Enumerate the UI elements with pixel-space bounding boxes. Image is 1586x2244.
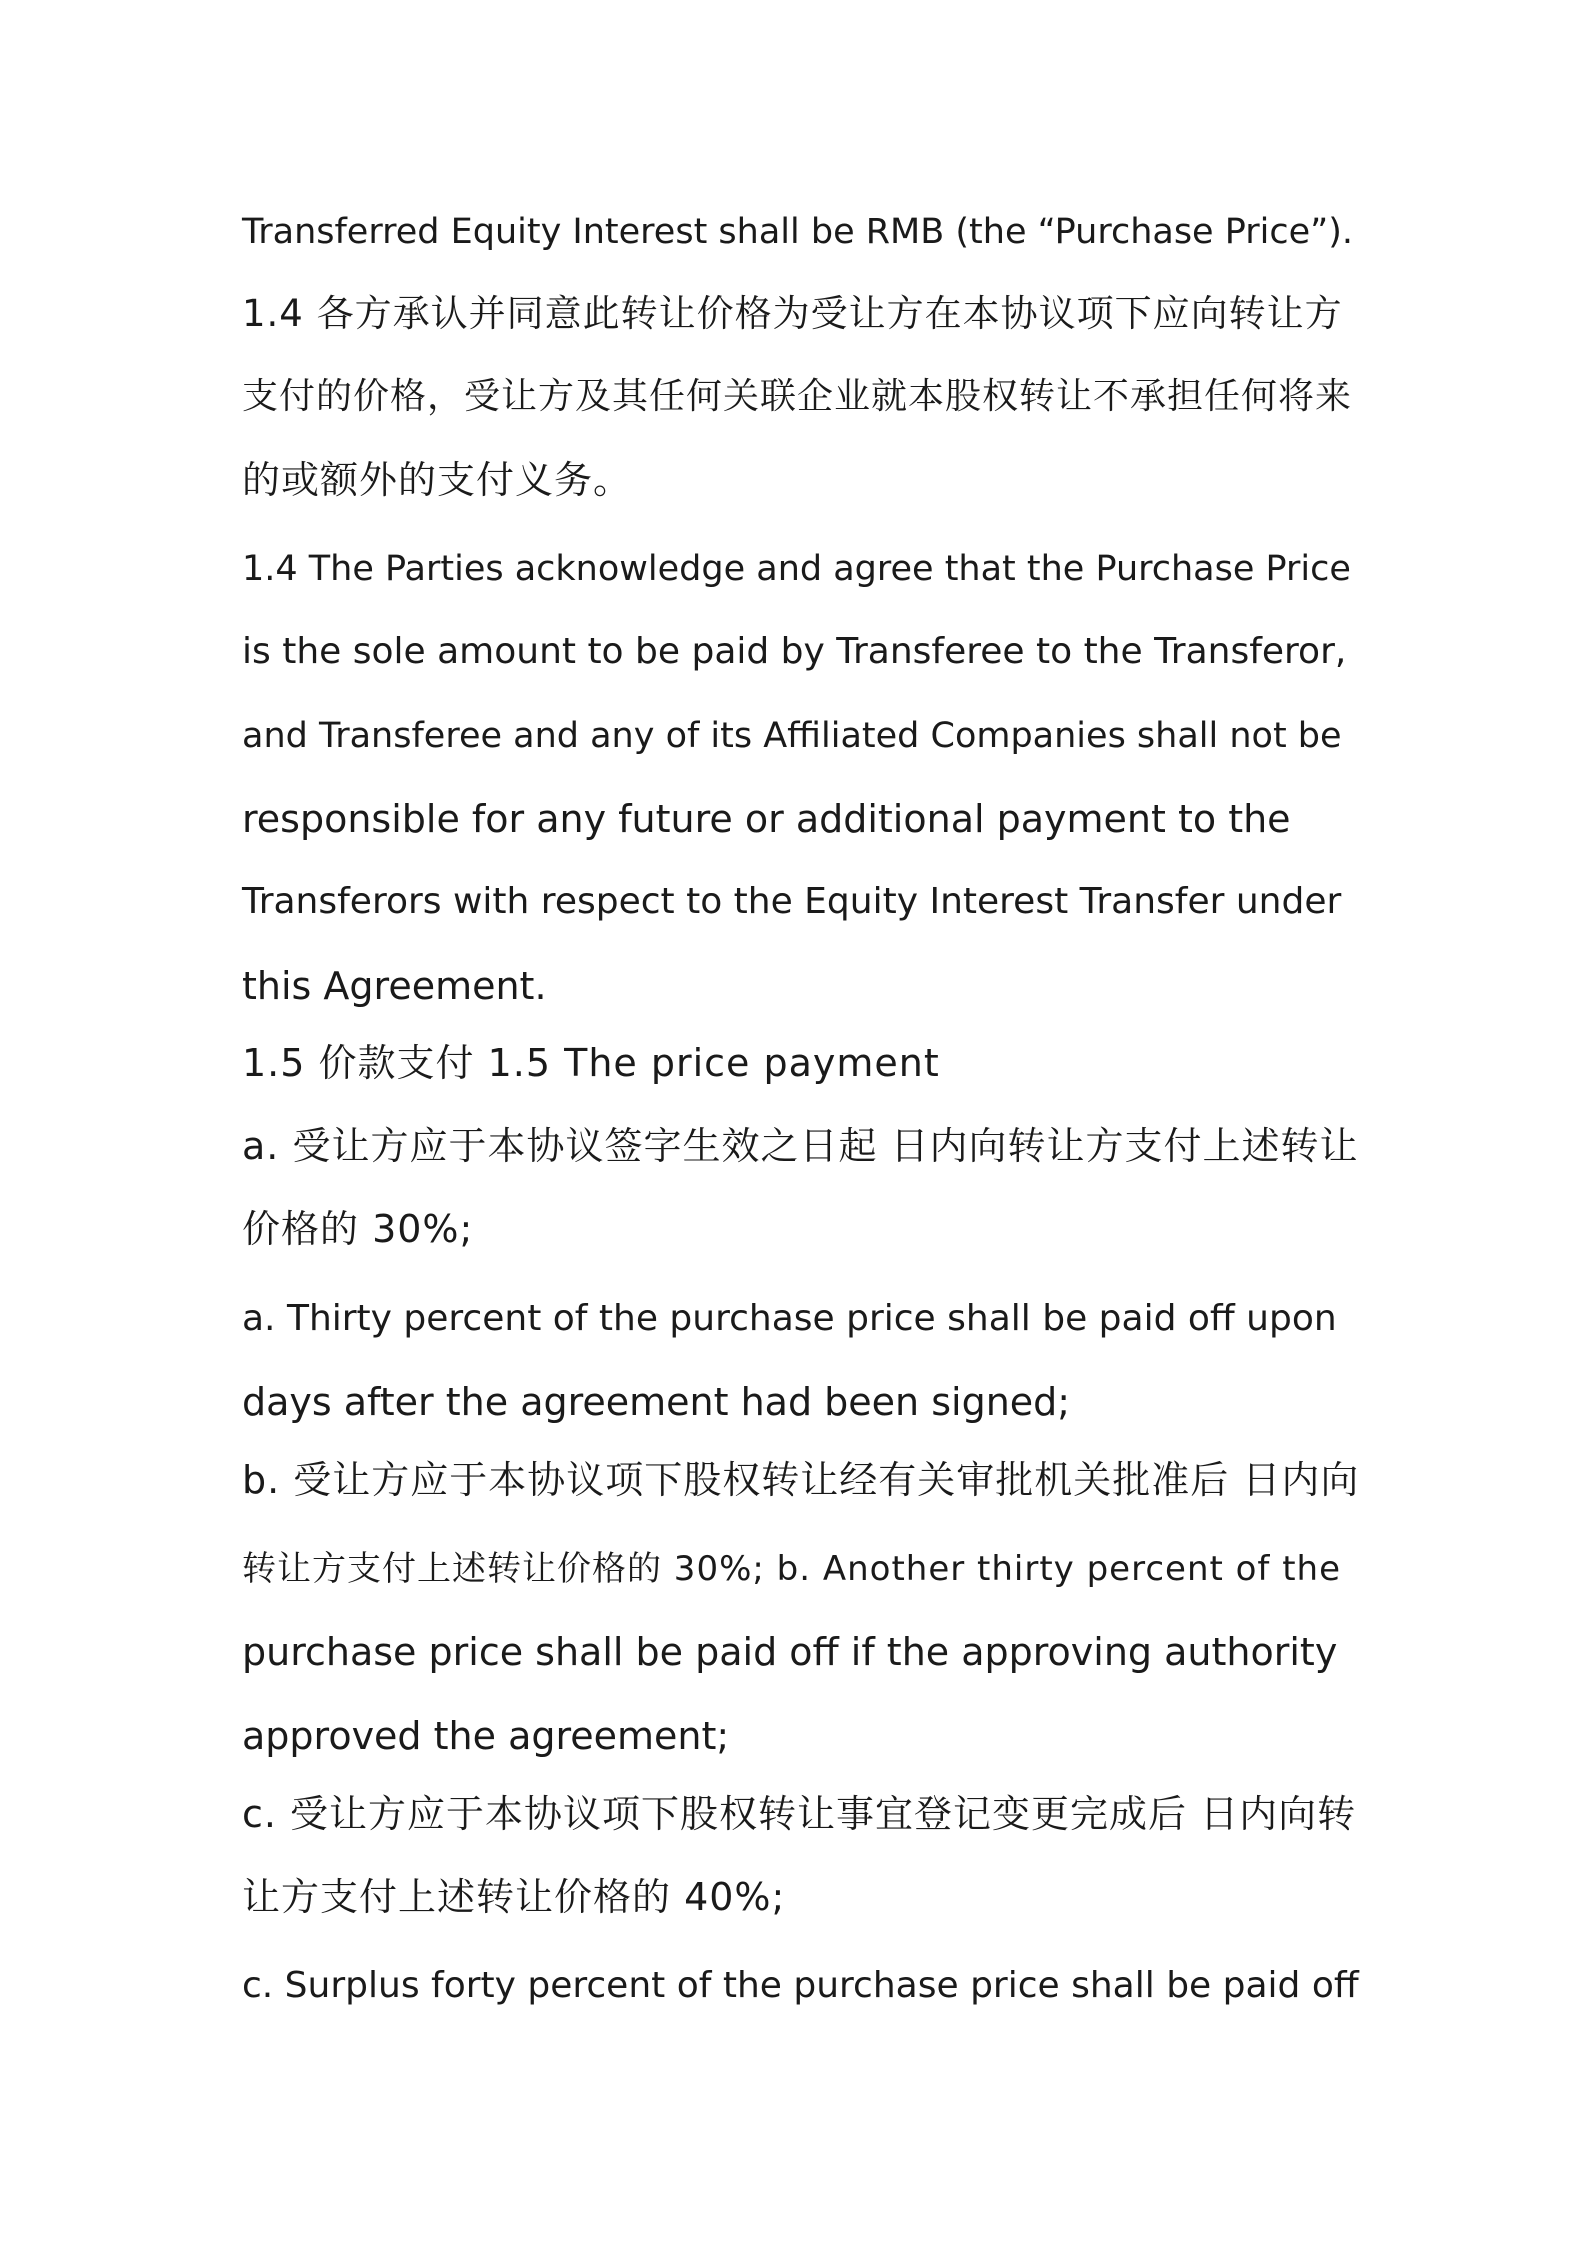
- text-line-1-4-en-2: is the sole amount to be paid by Transferee to the Transferor,: [242, 631, 1347, 672]
- text-line-1-5-heading: 1.5 价款支付 1.5 The price payment: [242, 1041, 940, 1085]
- text-line-1-4-en-5: Transferors with respect to the Equity Interest Transfer under: [242, 881, 1342, 922]
- text-line-b-en-2: purchase price shall be paid off if the approving authority: [242, 1630, 1338, 1674]
- text-line-1-4-en-1: 1.4 The Parties acknowledge and agree that the Purchase Price: [242, 549, 1351, 589]
- text-line-1-4-zh-2: 支付的价格，受让方及其任何关联企业就本股权转让不承担任何将来: [242, 376, 1353, 417]
- text-line-a-zh-2: 价格的 30%;: [242, 1207, 474, 1251]
- text-line-c-zh-1: c. 受让方应于本协议项下股权转让事宜登记变更完成后 日内向转: [242, 1792, 1357, 1836]
- text-line-a-en-1: a. Thirty percent of the purchase price shall be paid off upon: [242, 1298, 1337, 1339]
- text-line-1-4-zh-3: 的或额外的支付义务。: [242, 458, 633, 502]
- text-line-a-zh-1: a. 受让方应于本协议签字生效之日起 日内向转让方支付上述转让: [242, 1124, 1359, 1168]
- text-line-c-zh-2: 让方支付上述转让价格的 40%;: [242, 1875, 786, 1919]
- text-line-b-mixed: 转让方支付上述转让价格的 30%; b. Another thirty percent of the: [242, 1549, 1342, 1589]
- text-line-purchase-price: Transferred Equity Interest shall be RMB (the “Purchase Price”).: [242, 212, 1354, 252]
- text-line-1-4-en-6: this Agreement.: [242, 964, 547, 1008]
- text-line-1-4-zh-1: 1.4 各方承认并同意此转让价格为受让方在本协议项下应向转让方: [242, 292, 1343, 335]
- text-line-c-en-1: c. Surplus forty percent of the purchase price shall be paid off: [242, 1965, 1359, 2006]
- text-line-1-4-en-3: and Transferee and any of its Affiliated Companies shall not be: [242, 716, 1342, 756]
- text-line-b-en-3: approved the agreement;: [242, 1714, 730, 1758]
- text-line-b-zh-1: b. 受让方应于本协议项下股权转让经有关审批机关批准后 日内向: [242, 1458, 1360, 1502]
- text-line-1-4-en-4: responsible for any future or additional payment to the: [242, 797, 1291, 841]
- text-line-a-en-2: days after the agreement had been signed;: [242, 1380, 1071, 1424]
